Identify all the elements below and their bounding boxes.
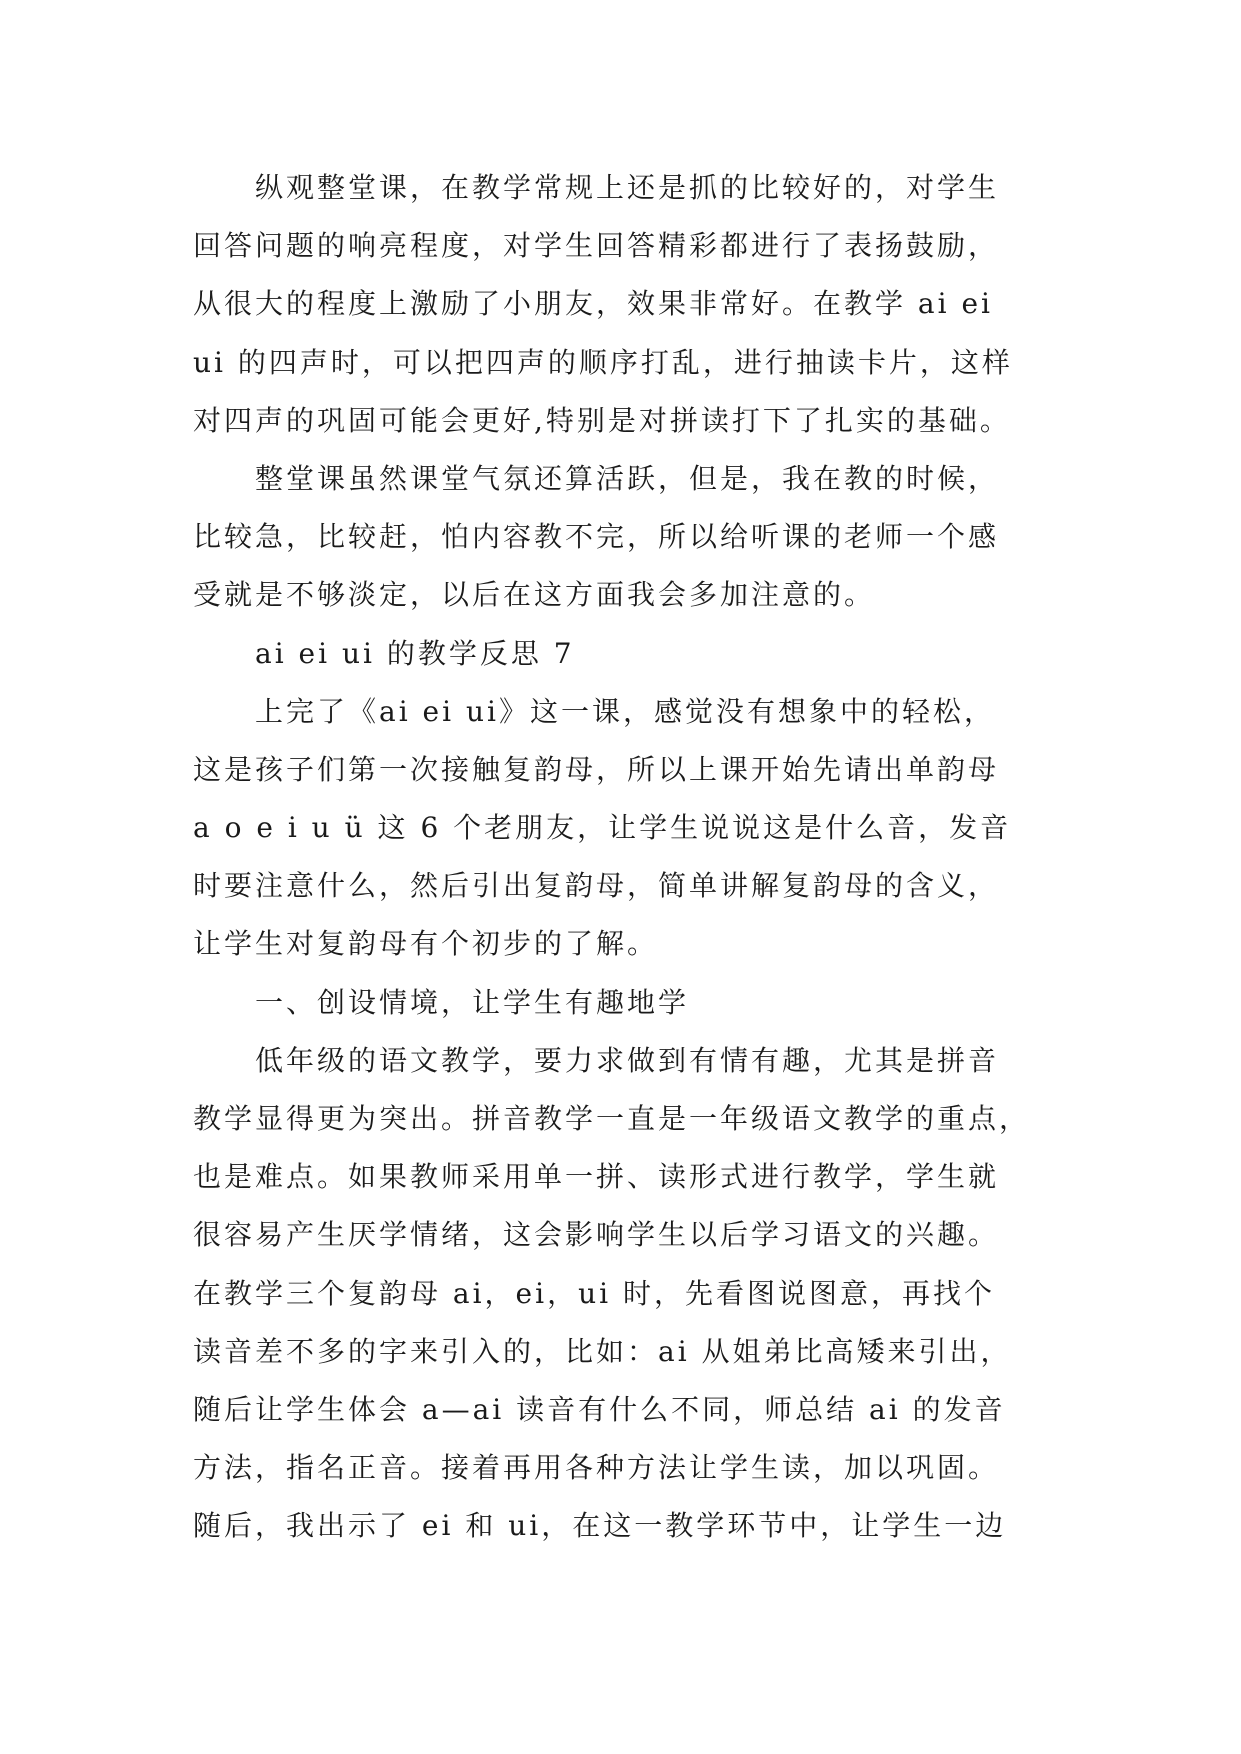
text-line: 方法，指名正音。接着再用各种方法让学生读，加以巩固。 bbox=[193, 1451, 1000, 1485]
document-body bbox=[193, 159, 1053, 1556]
subsection-heading: 一、创设情境，让学生有趣地学 bbox=[255, 985, 690, 1019]
text-line: a o e i u ü 这 6 个老朋友，让学生说说这是什么音，发音 bbox=[193, 811, 1012, 845]
text-line: ui 的四声时，可以把四声的顺序打乱，进行抽读卡片，这样 bbox=[193, 345, 1013, 379]
text-line: 读音差不多的字来引入的，比如：ai 从姐弟比高矮来引出， bbox=[193, 1334, 1012, 1368]
text-line: 回答问题的响亮程度，对学生回答精彩都进行了表扬鼓励， bbox=[193, 229, 1000, 263]
text-line: 整堂课虽然课堂气氛还算活跃，但是，我在教的时候， bbox=[255, 461, 1000, 495]
text-line: 让学生对复韵母有个初步的了解。 bbox=[193, 927, 659, 961]
text-line: 受就是不够淡定，以后在这方面我会多加注意的。 bbox=[193, 578, 876, 612]
text-line: 比较急，比较赶，怕内容教不完，所以给听课的老师一个感 bbox=[193, 520, 1000, 554]
text-line: 上完了《ai ei ui》这一课，感觉没有想象中的轻松， bbox=[255, 694, 995, 728]
text-line: 很容易产生厌学情绪，这会影响学生以后学习语文的兴趣。 bbox=[193, 1218, 1000, 1252]
text-line: 时要注意什么，然后引出复韵母，简单讲解复韵母的含义， bbox=[193, 869, 1000, 903]
text-line: 这是孩子们第一次接触复韵母，所以上课开始先请出单韵母 bbox=[193, 752, 1000, 786]
text-line: 也是难点。如果教师采用单一拼、读形式进行教学，学生就 bbox=[193, 1160, 1000, 1194]
text-line: 随后，我出示了 ei 和 ui，在这一教学环节中，让学生一边 bbox=[193, 1509, 1007, 1543]
text-line: 在教学三个复韵母 ai，ei，ui 时，先看图说图意，再找个 bbox=[193, 1276, 995, 1310]
text-line: 随后让学生体会 a—ai 读音有什么不同，师总结 ai 的发音 bbox=[193, 1392, 1006, 1426]
section-heading: ai ei ui 的教学反思 7 bbox=[255, 636, 575, 670]
text-line: 对四声的巩固可能会更好,特别是对拼读打下了扎实的基础。 bbox=[193, 403, 1011, 437]
text-line: 从很大的程度上激励了小朋友，效果非常好。在教学 ai ei bbox=[193, 287, 993, 321]
text-line: 纵观整堂课，在教学常规上还是抓的比较好的，对学生 bbox=[255, 171, 1000, 204]
text-line: 教学显得更为突出。拼音教学一直是一年级语文教学的重点， bbox=[193, 1102, 1031, 1135]
text-line: 低年级的语文教学，要力求做到有情有趣，尤其是拼音 bbox=[255, 1043, 1000, 1077]
